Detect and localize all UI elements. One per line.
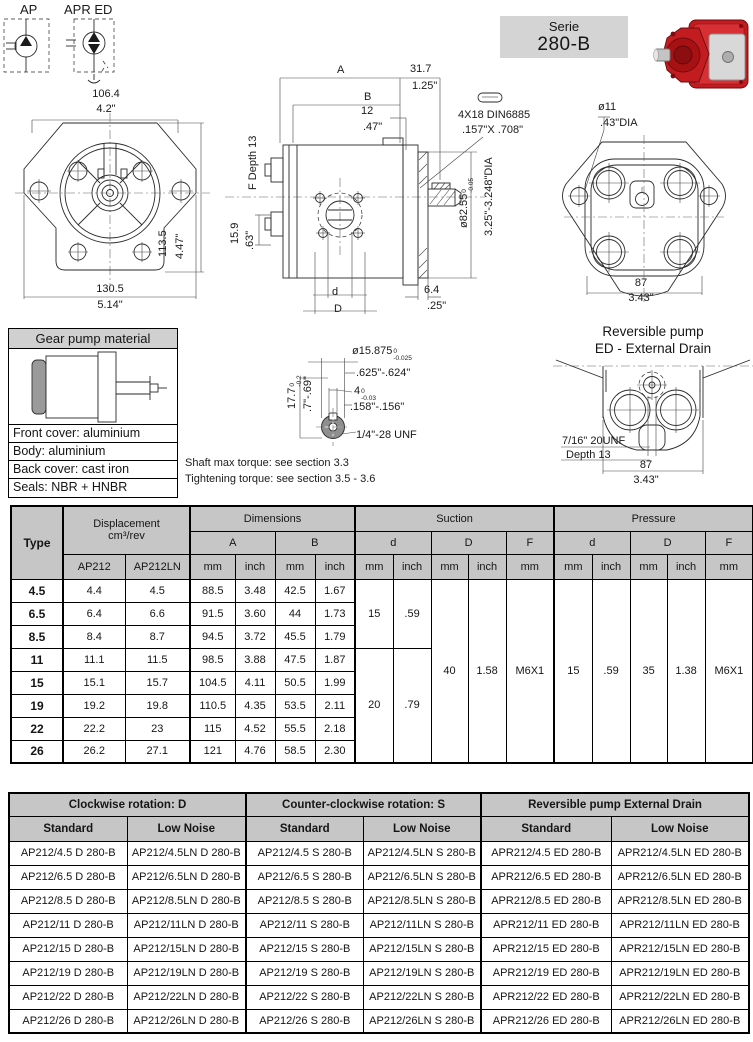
code-cell: APR212/6.5 ED 280-B [481,865,611,889]
code-cell: AP212/19 D 280-B [9,961,127,985]
unit-mm: mm [275,554,315,579]
b-mm-cell: 44 [275,602,315,625]
code-cell: APR212/15 ED 280-B [481,937,611,961]
a-in-cell: 4.52 [235,717,275,740]
dim-64-mm: 6.4 [424,284,440,296]
code-cell: AP212/4.5LN D 280-B [127,841,246,865]
code-cell: AP212/8.5 D 280-B [9,889,127,913]
rear-view-drawing [560,95,753,310]
dim-a-label: A [337,64,345,76]
type-cell: 8.5 [11,625,63,648]
ap212-cell: 22.2 [63,717,125,740]
code-cell: AP212/15 S 280-B [246,937,363,961]
rev-width-mm: 87 [639,459,653,471]
code-cell: APR212/15LN ED 280-B [611,937,749,961]
sub-low-noise: Low Noise [611,816,749,841]
col-type: Type [11,506,63,579]
material-row-seals: Seals: NBR + HNBR [13,480,128,494]
shaft-note-1: Shaft max torque: see section 3.3 [185,457,349,469]
type-cell: 22 [11,717,63,740]
ap212-cell: 15.1 [63,671,125,694]
ap212ln-cell: 27.1 [125,740,190,763]
material-pump-drawing [10,351,176,423]
side-view-drawing [225,60,485,318]
ap212ln-cell: 4.5 [125,579,190,602]
code-cell: APR212/11 ED 280-B [481,913,611,937]
code-cell: APR212/22LN ED 280-B [611,985,749,1009]
col-suction-f: F [506,531,554,554]
a-mm-cell: 91.5 [190,602,235,625]
code-cell: AP212/8.5LN D 280-B [127,889,246,913]
order-header-groups [9,793,749,816]
b-mm-cell: 50.5 [275,671,315,694]
dim-dbig-label: D [334,303,342,315]
code-cell: AP212/4.5LN S 280-B [363,841,481,865]
unit-mm: mm [506,554,554,579]
unit-mm: mm [705,554,753,579]
spec-row [11,579,753,602]
a-mm-cell: 104.5 [190,671,235,694]
spec-header-row-3 [11,554,753,579]
rear-width-mm: 87 [634,277,648,289]
code-cell: APR212/19 ED 280-B [481,961,611,985]
code-cell: AP212/26 S 280-B [246,1009,363,1033]
code-cell: APR212/4.5LN ED 280-B [611,841,749,865]
code-cell: AP212/22 S 280-B [246,985,363,1009]
suction-d-in-cell: .79 [393,648,431,763]
front-width-mm: 106.4 [92,88,120,100]
group-clockwise: Clockwise rotation: D [9,793,246,816]
order-row [9,961,749,985]
reversible-title-line2: ED - External Drain [594,341,712,356]
unit-inch: inch [667,554,705,579]
code-cell: AP212/22 D 280-B [9,985,127,1009]
code-cell: AP212/4.5 D 280-B [9,841,127,865]
unit-mm: mm [630,554,667,579]
code-cell: APR212/26 ED 280-B [481,1009,611,1033]
dim-317-mm: 31.7 [410,63,432,75]
reversible-title [553,323,753,357]
col-pressure-f: F [705,531,753,554]
suction-d-in-cell: .59 [393,579,431,648]
code-cell: AP212/11 D 280-B [9,913,127,937]
pressure-f-cell: M6X1 [705,579,753,763]
b-mm-cell: 53.5 [275,694,315,717]
a-in-cell: 4.35 [235,694,275,717]
suction-d-mm-cell: 20 [355,648,393,763]
material-row-front-cover: Front cover: aluminium [9,425,177,443]
code-cell: AP212/15LN S 280-B [363,937,481,961]
code-cell: AP212/26LN D 280-B [127,1009,246,1033]
group-reversible: Reversible pump External Drain [481,793,749,816]
a-mm-cell: 98.5 [190,648,235,671]
unit-mm: mm [355,554,393,579]
a-in-cell: 3.88 [235,648,275,671]
group-counter-clockwise: Counter-clockwise rotation: S [246,793,481,816]
unit-inch: inch [235,554,275,579]
code-cell: APR212/11LN ED 280-B [611,913,749,937]
rev-thread-label: 7/16" 20UNF [562,435,626,447]
dim-b-label: B [364,91,372,103]
a-in-cell: 3.48 [235,579,275,602]
ap212-cell: 26.2 [63,740,125,763]
b-mm-cell: 47.5 [275,648,315,671]
front-width-in: 4.2" [96,103,116,115]
code-cell: AP212/11 S 280-B [246,913,363,937]
shaft-height-in: .7"-.69" [302,376,314,412]
front-base-mm: 130.5 [96,283,124,295]
sub-low-noise: Low Noise [363,816,481,841]
type-cell: 11 [11,648,63,671]
a-mm-cell: 94.5 [190,625,235,648]
a-mm-cell: 88.5 [190,579,235,602]
sub-low-noise: Low Noise [127,816,246,841]
sub-standard: Standard [9,816,127,841]
b-in-cell: 2.30 [315,740,355,763]
code-cell: AP212/19 S 280-B [246,961,363,985]
shaft-key-mm: 4 0 -0.03 [354,385,376,402]
unit-inch: inch [315,554,355,579]
a-in-cell: 3.60 [235,602,275,625]
unit-inch: inch [468,554,506,579]
col-b: B [275,531,355,554]
shaft-detail-drawing [278,338,458,450]
b-in-cell: 1.79 [315,625,355,648]
unit-inch: inch [393,554,431,579]
dim-159-mm: 15.9 [229,222,241,244]
pilot-dia-in: 3.25"-3.248"DIA [483,157,495,236]
b-mm-cell: 58.5 [275,740,315,763]
col-suction: Suction [355,506,554,531]
code-cell: APR212/8.5LN ED 280-B [611,889,749,913]
pressure-dbig-mm-cell: 35 [630,579,667,763]
ap212-cell: 8.4 [63,625,125,648]
reversible-drawing [553,358,753,490]
b-mm-cell: 42.5 [275,579,315,602]
dim-d-label: d [332,286,339,298]
code-cell: AP212/4.5 S 280-B [246,841,363,865]
col-displacement: Displacement cm³/rev [63,506,190,554]
front-height-mm: 113.5 [157,230,169,257]
order-row [9,865,749,889]
b-in-cell: 2.11 [315,694,355,717]
col-pressure: Pressure [554,506,753,531]
ap212ln-cell: 8.7 [125,625,190,648]
suction-d-mm-cell: 15 [355,579,393,648]
b-in-cell: 1.99 [315,671,355,694]
a-mm-cell: 110.5 [190,694,235,717]
spec-table [10,505,753,764]
b-in-cell: 1.67 [315,579,355,602]
code-cell: APR212/22 ED 280-B [481,985,611,1009]
code-cell: APR212/8.5 ED 280-B [481,889,611,913]
rear-hole-in: .43"DIA [600,117,638,129]
shaft-dia-mm: ø15.875 0 -0.025 [352,345,412,362]
b-mm-cell: 45.5 [275,625,315,648]
order-row [9,889,749,913]
dim-12-in: .47" [363,121,383,133]
a-in-cell: 4.76 [235,740,275,763]
ap212-cell: 6.4 [63,602,125,625]
shaft-note-2: Tightening torque: see section 3.5 - 3.6 [185,473,376,485]
pressure-d-in-cell: .59 [592,579,630,763]
suction-f-cell: M6X1 [506,579,554,763]
ap212-cell: 19.2 [63,694,125,717]
ap212ln-cell: 23 [125,717,190,740]
ap-symbol-label: AP [20,2,38,17]
shaft-height-mm: 17.7 0 -0.2 [286,375,303,409]
code-cell: AP212/6.5LN D 280-B [127,865,246,889]
rear-width-in: 3.43" [628,292,654,304]
ap212ln-cell: 15.7 [125,671,190,694]
code-cell: AP212/19LN D 280-B [127,961,246,985]
dim-317-in: 1.25" [412,80,438,92]
col-suction-d: d [355,531,431,554]
ap212ln-cell: 6.6 [125,602,190,625]
suction-dbig-mm-cell: 40 [431,579,468,763]
series-badge [500,16,628,58]
code-cell: AP212/8.5LN S 280-B [363,889,481,913]
type-cell: 15 [11,671,63,694]
unit-mm: mm [554,554,592,579]
b-mm-cell: 55.5 [275,717,315,740]
code-cell: AP212/11LN D 280-B [127,913,246,937]
a-mm-cell: 121 [190,740,235,763]
key-note-1: 4X18 DIN6885 [458,109,531,121]
order-header-sub [9,816,749,841]
code-cell: AP212/26 D 280-B [9,1009,127,1033]
order-row [9,1009,749,1033]
dim-64-in: .25" [427,300,447,312]
col-ap212: AP212 [63,554,125,579]
series-label: Serie [548,19,580,34]
pilot-dia-mm: ø82.55 0 -0.05 [458,177,475,228]
hydraulic-symbols-drawing [0,16,135,88]
col-suction-dbig: D [431,531,506,554]
pump-product-image [653,12,753,97]
ap212ln-cell: 19.8 [125,694,190,717]
col-pressure-dbig: D [630,531,705,554]
code-cell: AP212/22LN D 280-B [127,985,246,1009]
order-row [9,985,749,1009]
code-cell: APR212/19LN ED 280-B [611,961,749,985]
code-cell: APR212/4.5 ED 280-B [481,841,611,865]
spec-header-row-1 [11,506,753,531]
code-cell: AP212/22LN S 280-B [363,985,481,1009]
rev-width-in: 3.43" [633,474,659,486]
a-in-cell: 4.11 [235,671,275,694]
type-cell: 26 [11,740,63,763]
rear-hole-mm: ø11 [598,101,617,113]
type-cell: 6.5 [11,602,63,625]
code-cell: AP212/6.5 D 280-B [9,865,127,889]
a-in-cell: 3.72 [235,625,275,648]
order-row [9,841,749,865]
code-cell: AP212/19LN S 280-B [363,961,481,985]
code-cell: AP212/15LN D 280-B [127,937,246,961]
reversible-title-line1: Reversible pump [602,324,704,339]
code-cell: AP212/6.5 S 280-B [246,865,363,889]
shaft-thread-label: 1/4"-28 UNF [356,429,417,441]
type-cell: 4.5 [11,579,63,602]
col-a: A [190,531,275,554]
shaft-dia-in: .625"-.624" [356,367,411,379]
type-cell: 19 [11,694,63,717]
code-cell: AP212/26LN S 280-B [363,1009,481,1033]
col-pressure-d: d [554,531,630,554]
apred-symbol-label: APR ED [64,2,113,17]
pressure-dbig-in-cell: 1.38 [667,579,705,763]
key-note-2: .157"X .708" [462,124,524,136]
code-cell: APR212/26LN ED 280-B [611,1009,749,1033]
sub-standard: Standard [246,816,363,841]
b-in-cell: 1.87 [315,648,355,671]
front-base-in: 5.14" [97,299,123,311]
unit-inch: inch [592,554,630,579]
ap212-cell: 4.4 [63,579,125,602]
suction-dbig-in-cell: 1.58 [468,579,506,763]
code-cell: AP212/8.5 S 280-B [246,889,363,913]
material-row-back-cover: Back cover: cast iron [9,461,177,479]
a-mm-cell: 115 [190,717,235,740]
code-cell: APR212/6.5LN ED 280-B [611,865,749,889]
f-depth-label: F Depth 13 [247,135,259,190]
series-number: 280-B [537,34,591,55]
pressure-d-mm-cell: 15 [554,579,592,763]
material-row-body: Body: aluminium [9,443,177,461]
order-row [9,937,749,961]
front-view-drawing [15,83,210,320]
code-cell: AP212/6.5LN S 280-B [363,865,481,889]
ap212ln-cell: 11.5 [125,648,190,671]
col-ap212ln: AP212LN [125,554,190,579]
front-height-in: 4.47" [174,233,186,259]
rev-depth-label: Depth 13 [566,449,611,461]
col-dimensions: Dimensions [190,506,355,531]
code-cell: AP212/11LN S 280-B [363,913,481,937]
ap212-cell: 11.1 [63,648,125,671]
code-cell: AP212/15 D 280-B [9,937,127,961]
unit-mm: mm [431,554,468,579]
order-row [9,913,749,937]
dim-159-in: .63" [244,230,256,250]
dim-12-mm: 12 [361,105,374,117]
b-in-cell: 1.73 [315,602,355,625]
order-table [8,792,750,1034]
unit-mm: mm [190,554,235,579]
sub-standard: Standard [481,816,611,841]
material-title: Gear pump material [9,329,177,349]
b-in-cell: 2.18 [315,717,355,740]
shaft-key-in: .158"-.156" [350,401,405,413]
